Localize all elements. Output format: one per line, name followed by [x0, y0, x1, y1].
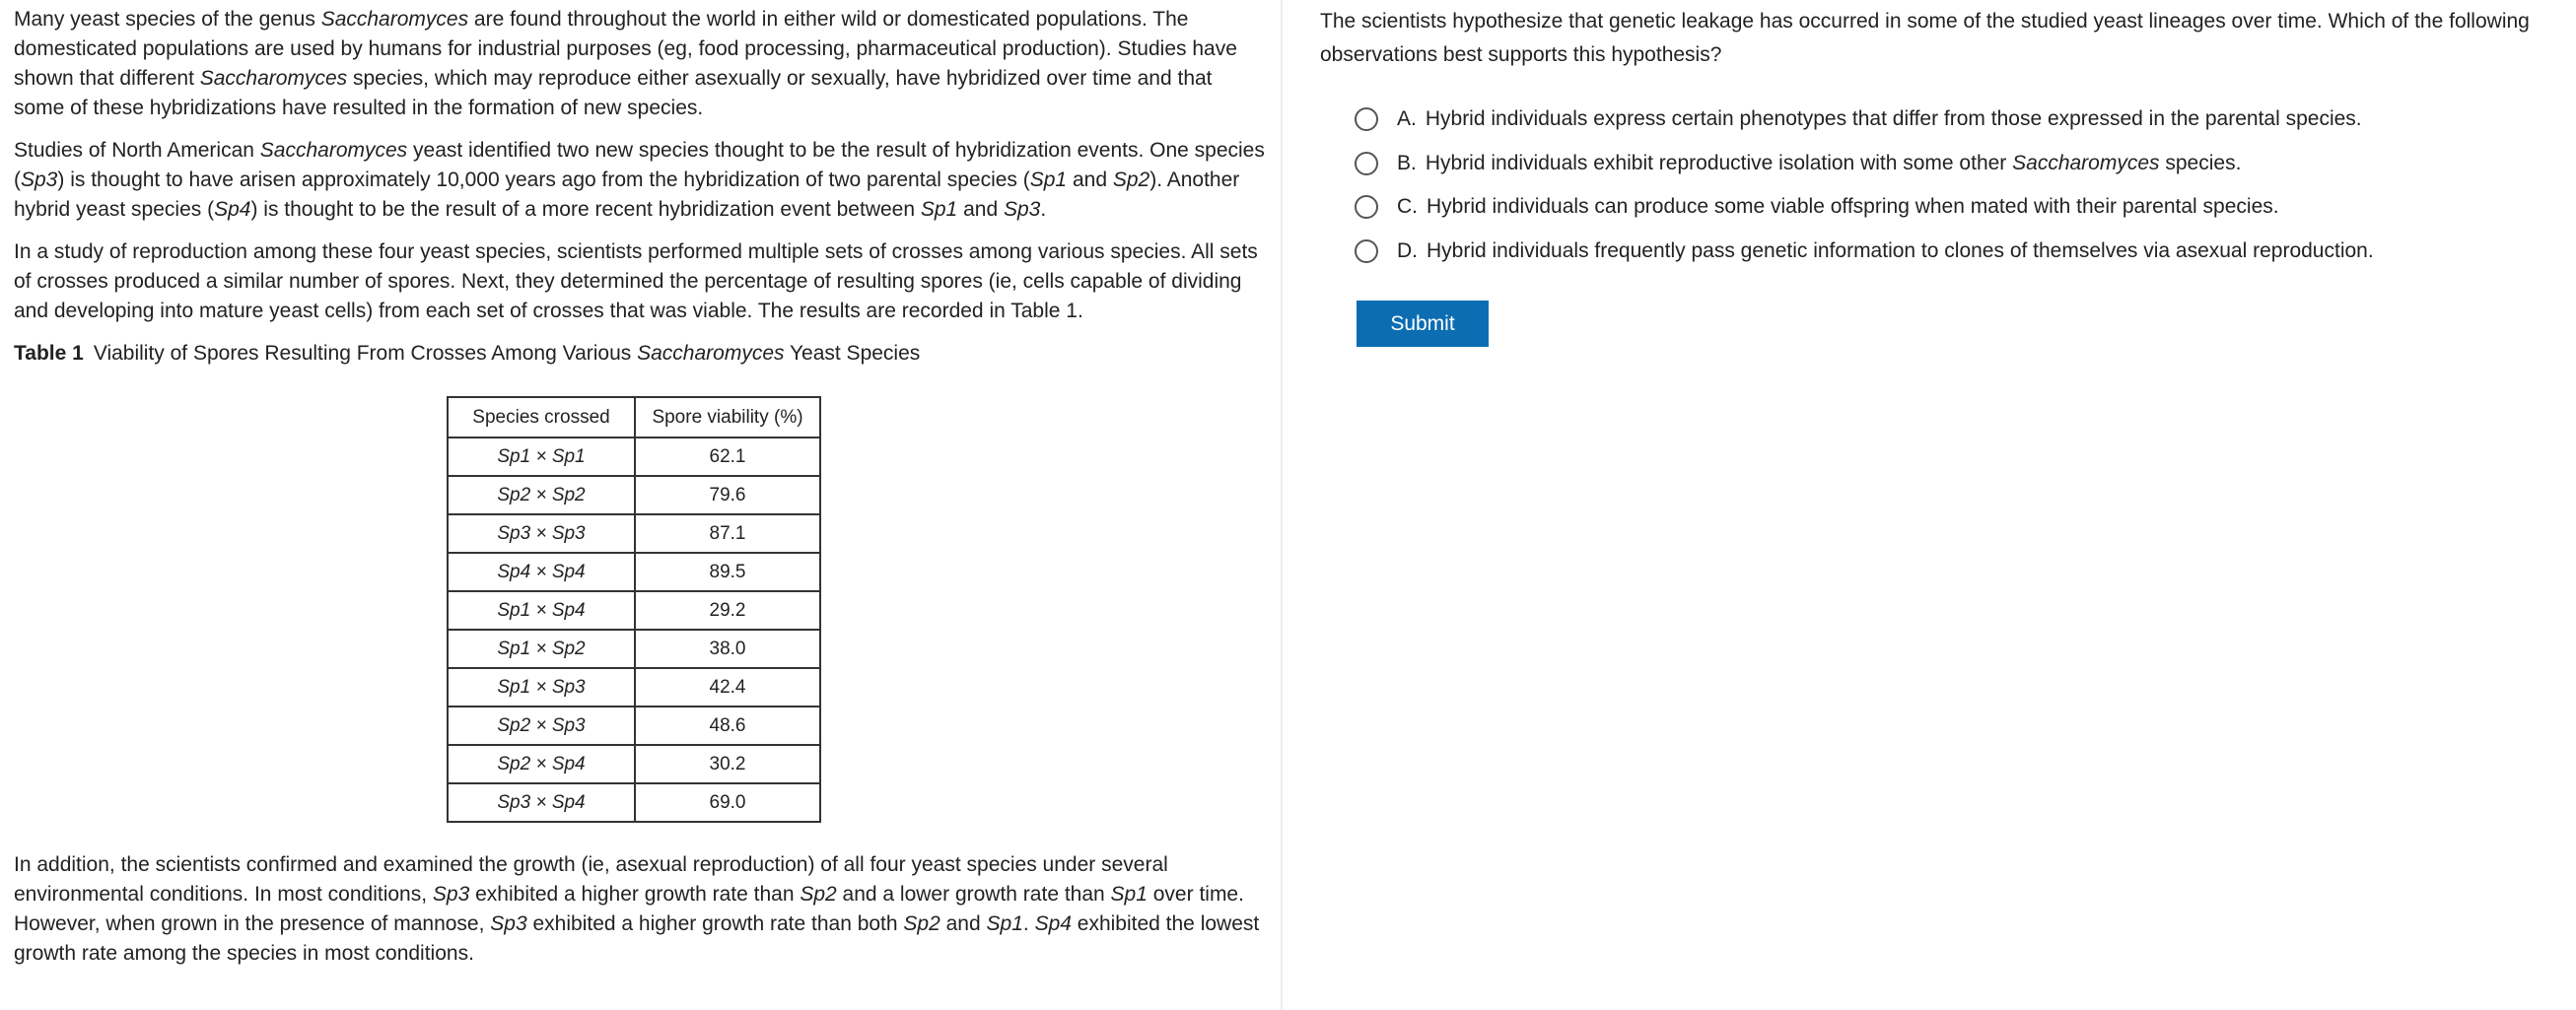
table-cell-species: Sp1 × Sp2 [448, 630, 635, 668]
choice-text: Hybrid individuals exhibit reproductive isolation with some other Saccharomyces species. [1425, 151, 2242, 174]
choice-letter: D. [1397, 238, 1418, 262]
table-row [448, 438, 820, 476]
italic-term: Sp2 [800, 883, 837, 906]
table-row [448, 668, 820, 707]
italic-term: Saccharomyces [2012, 151, 2160, 174]
passage-paragraph-3: In a study of reproduction among these four yeast species, scientists performed multiple sets of crosses among various species. All sets of crosses produced a similar number of spores. Next, they determined the percentage of resulting spores (ie, cells capable of dividing and developing into mature yeast cells) from each set of crosses that was viable. The results are recorded in Table 1. [14, 240, 1258, 322]
table-cell-species: Sp3 × Sp4 [448, 783, 635, 822]
table-cell-viability: 30.2 [635, 745, 820, 783]
table-header-species: Species crossed [448, 397, 635, 438]
table-label: Table 1 [14, 342, 84, 365]
table-header-viability: Spore viability (%) [635, 397, 820, 438]
passage-paragraph-1: Many yeast species of the genus Saccharomyces are found throughout the world in either wild or domesticated populations. The domesticated populations are used by humans for industrial purposes (eg, food processing, pharmaceutical production). Studies have shown that different Saccharomyces species, which may reproduce either asexually or sexually, have hybridized over time and that some of these hybridizations have resulted in the formation of new species. [14, 8, 1237, 119]
table-cell-viability: 62.1 [635, 438, 820, 476]
table-cell-species: Sp1 × Sp3 [448, 668, 635, 707]
italic-term: Sp3 [1003, 198, 1041, 221]
radio-button-icon[interactable] [1355, 195, 1378, 219]
answer-choice-c[interactable] [1355, 185, 2576, 230]
table-cell-viability: 79.6 [635, 476, 820, 514]
question-stem: The scientists hypothesize that genetic leakage has occurred in some of the studied yeast lineages over time. Which of the following observations best supports this hypothesis? [1320, 10, 2530, 66]
submit-button[interactable]: Submit [1357, 301, 1489, 347]
italic-term: Sp1 [1110, 883, 1148, 906]
table-caption [14, 339, 1266, 369]
answer-choice-d[interactable] [1355, 230, 2576, 274]
italic-term: Sp3 [21, 168, 58, 191]
passage-paragraph-4: In addition, the scientists confirmed and examined the growth (ie, asexual reproduction) of all four yeast species under several environmental conditions. In most conditions, Sp3 exhibited a higher growth rate than Sp2 and a lower growth rate than Sp1 over time. However, when grown in the presence of mannose, Sp3 exhibited a higher growth rate than both Sp2 and Sp1. Sp4 exhibited the lowest growth rate among the species in most conditions. [14, 853, 1260, 965]
choice-text: Hybrid individuals express certain phenotypes that differ from those expressed in the parental species. [1425, 107, 2362, 131]
table-cell-viability: 38.0 [635, 630, 820, 668]
table-row [448, 591, 820, 630]
choice-letter: C. [1397, 195, 1418, 219]
table-cell-species: Sp2 × Sp3 [448, 707, 635, 745]
italic-term: Sp2 [1112, 168, 1150, 191]
passage-pane[interactable] [0, 0, 1280, 1010]
italic-term: Sp3 [490, 912, 527, 935]
table-row [448, 745, 820, 783]
table-cell-viability: 89.5 [635, 553, 820, 591]
table-cell-viability: 87.1 [635, 514, 820, 553]
italic-term: Sp1 [1029, 168, 1068, 191]
passage-paragraph-2: Studies of North American Saccharomyces yeast identified two new species thought to be the result of hybridization events. One species (Sp3) is thought to have arisen approximately 10,000 years ago from the hybridization of two parental species (Sp1 and Sp2). Another hybrid yeast species (Sp4) is thought to be the result of a more recent hybridization event between Sp1 and Sp3. [14, 139, 1265, 221]
choice-text: Hybrid individuals frequently pass genetic information to clones of themselves via asexual reproduction. [1427, 238, 2374, 262]
answer-choice-b[interactable] [1355, 142, 2576, 186]
choice-letter: A. [1397, 107, 1417, 131]
table-cell-viability: 69.0 [635, 783, 820, 822]
italic-term: Sp4 [214, 198, 251, 221]
table-row [448, 783, 820, 822]
table-header-row [448, 397, 820, 438]
italic-term: Saccharomyces [320, 8, 469, 31]
radio-button-icon[interactable] [1355, 239, 1378, 263]
radio-button-icon[interactable] [1355, 107, 1378, 131]
answer-choice-a[interactable] [1355, 98, 2576, 142]
table-cell-species: Sp4 × Sp4 [448, 553, 635, 591]
table-cell-species: Sp1 × Sp1 [448, 438, 635, 476]
table-row [448, 630, 820, 668]
question-pane [1283, 0, 2576, 1010]
italic-term: Sp2 [903, 912, 940, 935]
table-row [448, 553, 820, 591]
table-cell-viability: 29.2 [635, 591, 820, 630]
table-row [448, 476, 820, 514]
table-cell-viability: 42.4 [635, 668, 820, 707]
table-title: Viability of Spores Resulting From Crosses Among Various Saccharomyces Yeast Species [93, 342, 921, 365]
italic-term: Sp1 [986, 912, 1023, 935]
choice-letter: B. [1397, 151, 1417, 174]
italic-term: Sp1 [920, 198, 958, 221]
table-row [448, 514, 820, 553]
italic-term: Saccharomyces [199, 67, 348, 90]
italic-term: Sp3 [432, 883, 470, 906]
italic-term: Saccharomyces [259, 139, 408, 162]
radio-button-icon[interactable] [1355, 152, 1378, 175]
table-row [448, 707, 820, 745]
italic-term: Saccharomyces [637, 342, 785, 365]
table-cell-species: Sp1 × Sp4 [448, 591, 635, 630]
table-cell-species: Sp2 × Sp4 [448, 745, 635, 783]
table-cell-species: Sp3 × Sp3 [448, 514, 635, 553]
spore-viability-table [447, 396, 821, 823]
italic-term: Sp4 [1034, 912, 1072, 935]
table-cell-species: Sp2 × Sp2 [448, 476, 635, 514]
choice-text: Hybrid individuals can produce some viable offspring when mated with their parental species. [1427, 195, 2279, 219]
table-cell-viability: 48.6 [635, 707, 820, 745]
answer-choices [1355, 98, 2576, 273]
